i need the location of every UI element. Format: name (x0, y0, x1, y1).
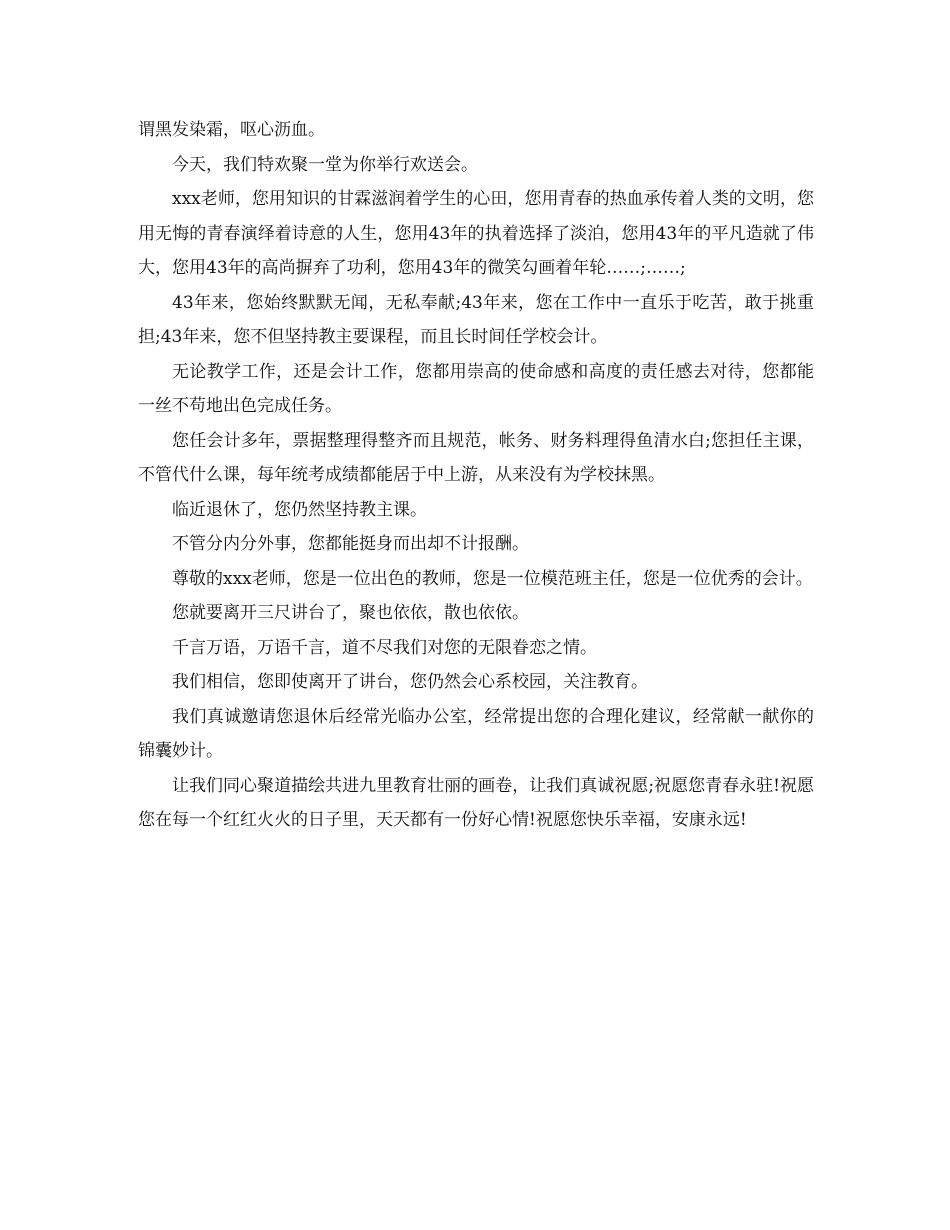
paragraph-thousand-words: 千言万语，万语千言，道不尽我们对您的无限眷恋之情。 (172, 637, 597, 658)
paragraph-no-reward: 不管分内分外事，您都能挺身而出却不计报酬。 (172, 534, 529, 554)
paragraph-43-years: 43年来，您始终默默无闻，无私奉献;43年来，您在工作中一直乐于吃苦，敢于挑重担;43年来，您不但坚持教主要课程，而且长时间任学校会计。 (138, 292, 814, 347)
paragraph-continuation: 谓黑发染霜，呕心沥血。 (138, 120, 325, 140)
paragraph-farewell-meeting: 今天，我们特欢聚一堂为你举行欢送会。 (172, 154, 478, 175)
paragraph-teaching-accounting: 无论教学工作，还是会计工作，您都用崇高的使命感和高度的责任感去对待，您都能一丝不苟地出色完成任务。 (138, 361, 814, 416)
paragraph-leaving-podium: 您就要离开三尺讲台了，聚也依依，散也依依。 (172, 603, 529, 623)
paragraph-near-retirement: 临近退休了，您仍然坚持教主课。 (172, 499, 427, 520)
paragraph-blessing: 让我们同心聚道描绘共进九里教育壮丽的画卷，让我们真诚祝愿;祝愿您青春永驻!祝愿您在每一个红红火火的日子里，天天都有一份好心情!祝愿您快乐幸福，安康永远! (138, 775, 814, 830)
paragraph-invitation: 我们真诚邀请您退休后经常光临办公室，经常提出您的合理化建议，经常献一献你的锦囊妙计。 (138, 706, 814, 761)
paragraph-respected-teacher: 尊敬的xxx老师，您是一位出色的教师，您是一位模范班主任，您是一位优秀的会计。 (172, 568, 813, 589)
paragraph-we-believe: 我们相信，您即使离开了讲台，您仍然会心系校园，关注教育。 (172, 672, 648, 692)
document-body (138, 113, 814, 838)
paragraph-tribute: xxx老师，您用知识的甘霖滋润着学生的心田，您用青春的热血承传着人类的文明，您用无悔的青春演绎着诗意的人生，您用43年的执着选择了淡泊，您用43年的平凡造就了伟大，您用43年的高尚摒弃了功利，您用43年的微笑勾画着年轮……;……; (138, 189, 814, 278)
paragraph-accounting-years: 您任会计多年，票据整理得整齐而且规范，帐务、财务料理得鱼清水白;您担任主课，不管代什么课，每年统考成绩都能居于中上游，从来没有为学校抹黑。 (138, 430, 814, 485)
